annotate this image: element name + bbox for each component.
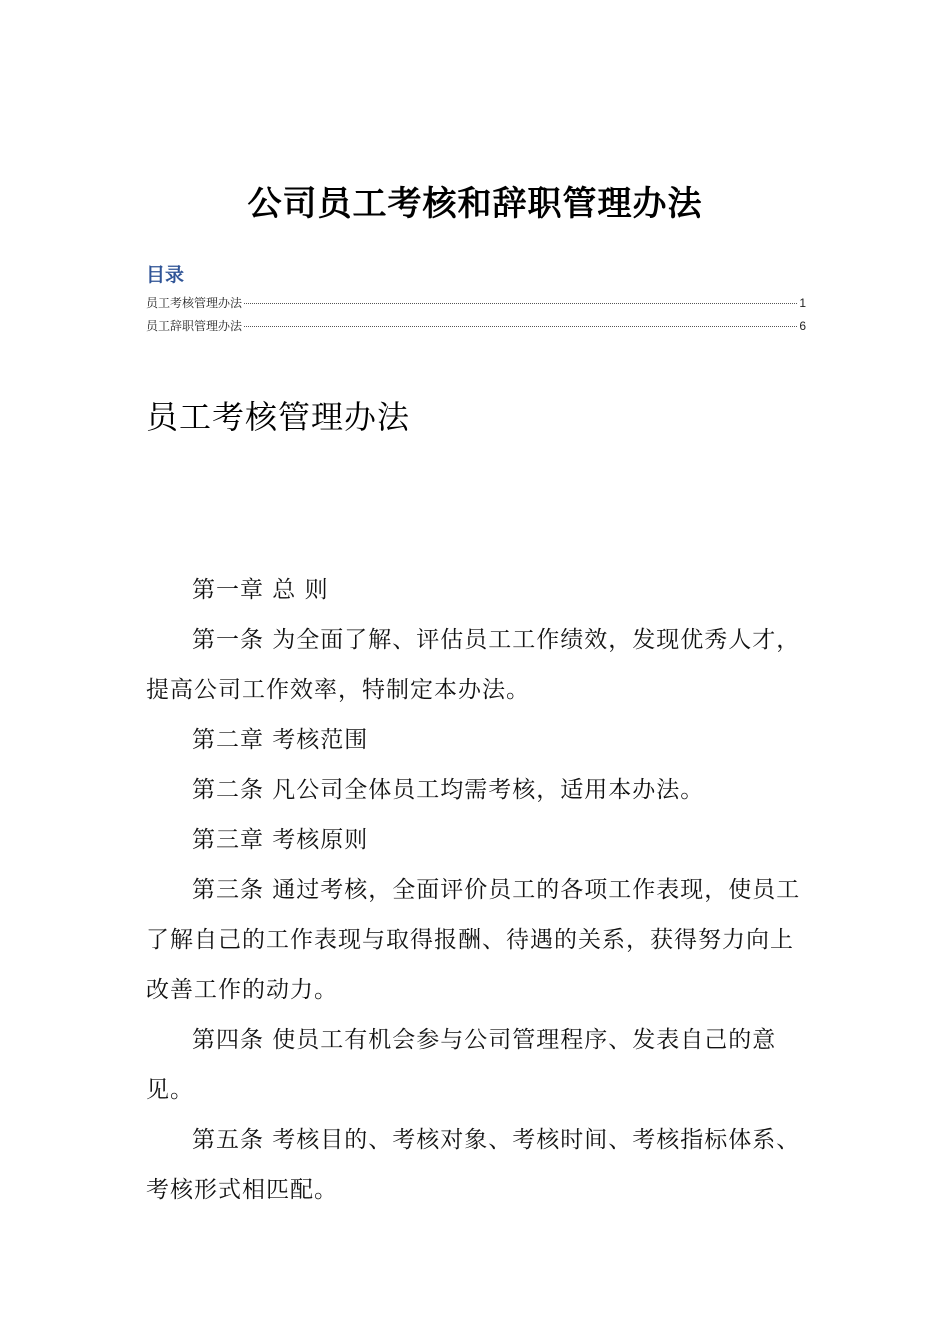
article-paragraph: 第五条 考核目的、考核对象、考核时间、考核指标体系、考核形式相匹配。 — [146, 1127, 801, 1203]
toc-entry-label: 员工辞职管理办法 — [146, 319, 243, 333]
toc-dot-leader — [244, 326, 797, 327]
section-body — [146, 565, 808, 1215]
toc-entry-appraisal[interactable] — [146, 292, 806, 315]
toc-heading: 目录 — [146, 264, 185, 286]
toc-entry-page: 6 — [799, 319, 806, 333]
chapter-heading: 第一章 总 则 — [192, 577, 329, 603]
toc-dot-leader — [244, 303, 797, 304]
toc-entry-page: 1 — [799, 296, 806, 310]
toc-entry-label: 员工考核管理办法 — [146, 296, 243, 310]
article-paragraph: 第三条 通过考核，全面评价员工的各项工作表现，使员工了解自己的工作表现与取得报酬、待遇的关系，获得努力向上改善工作的动力。 — [146, 877, 801, 1003]
chapter-heading: 第三章 考核原则 — [192, 827, 369, 853]
section-title: 员工考核管理办法 — [146, 398, 411, 436]
article-paragraph: 第二条 凡公司全体员工均需考核，适用本办法。 — [192, 777, 705, 803]
document-title: 公司员工考核和辞职管理办法 — [247, 184, 703, 224]
article-paragraph: 第四条 使员工有机会参与公司管理程序、发表自己的意见。 — [146, 1027, 777, 1103]
table-of-contents — [146, 262, 806, 338]
article-paragraph: 第一条 为全面了解、评估员工工作绩效，发现优秀人才，提高公司工作效率，特制定本办法。 — [146, 627, 801, 703]
toc-entry-resignation[interactable] — [146, 315, 806, 338]
chapter-heading: 第二章 考核范围 — [192, 727, 369, 753]
